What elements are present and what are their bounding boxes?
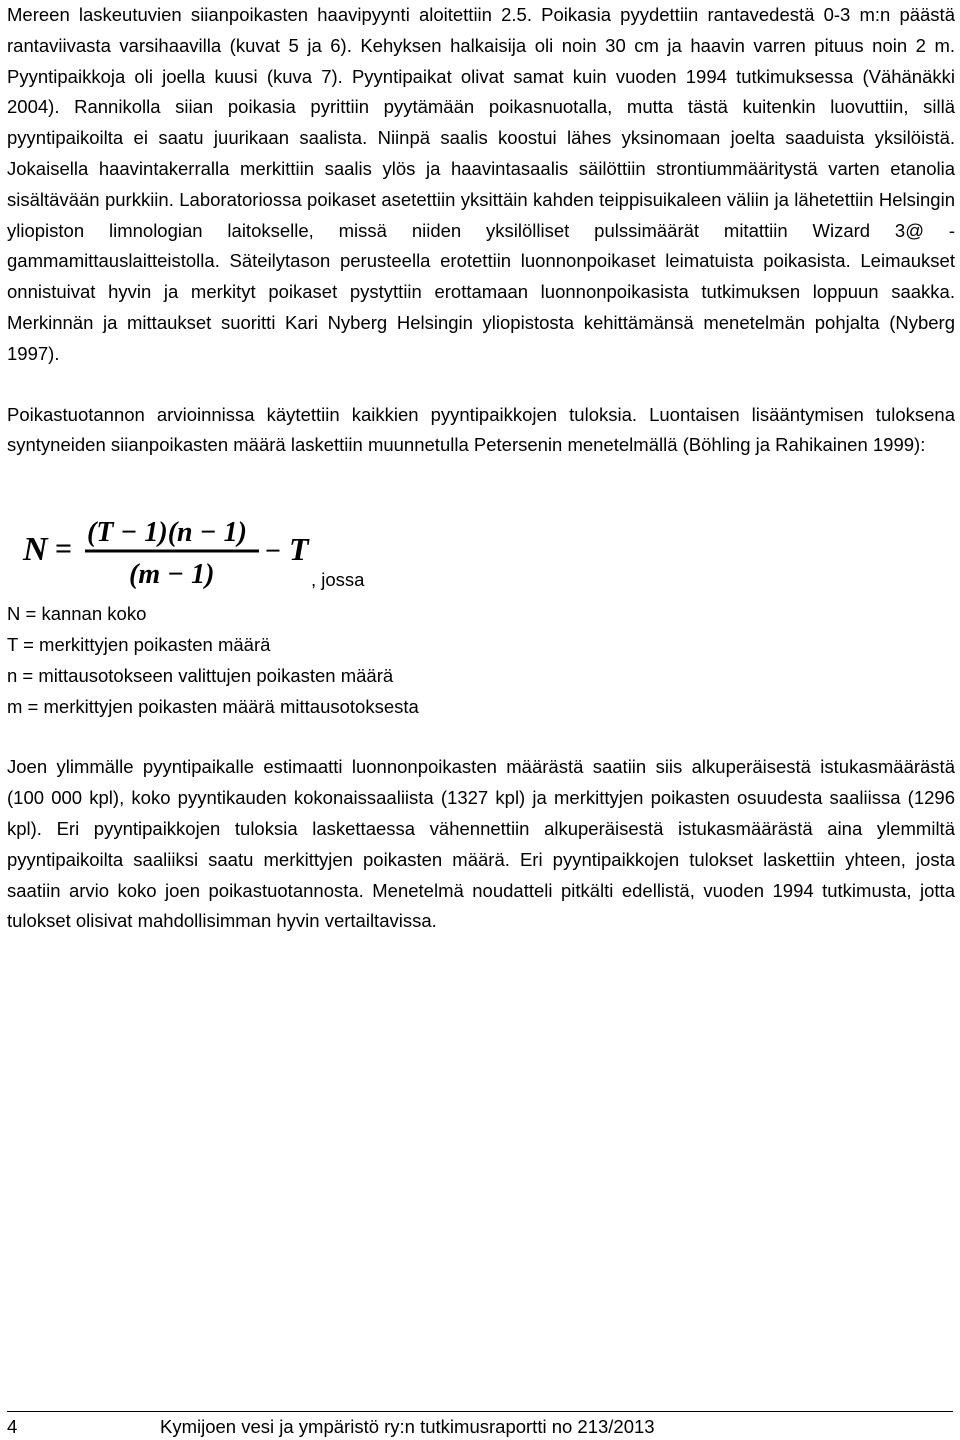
formula-lhs: N [23, 531, 48, 569]
formula-minus: − [265, 536, 281, 568]
formula-tail: T [289, 531, 309, 568]
paragraph-estimaatti: Joen ylimmälle pyyntipaikalle estimaatti luonnonpoikasten määrästä saatiin siis alkuperäisestä istukasmäärästä (100 000 kpl), koko pyyntikauden kokonaissaaliista (1327 kpl) ja merkittyjen poikasten osuudesta saaliissa (1296 kpl). Eri pyyntipaikkojen tuloksia laskettaessa vähennettiin alkuperäisestä istukasmäärästä aina ylemmiltä pyyntipaikoilta saaliiksi saatu merkittyjen poikasten määrä. Eri pyyntipaikkojen tulokset laskettiin yhteen, josta saatiin arvio koko joen poikastuotannosta. Menetelmä noudatteli pitkälti edellistä, vuoden 1994 tutkimusta, jotta tulokset olisivat mahdollisimman hyvin vertailtavissa. [7, 756, 955, 932]
formula-numerator: (T − 1)(n − 1) [87, 517, 247, 549]
footer-report-title: Kymijoen vesi ja ympäristö ry:n tutkimusraportti no 213/2013 [160, 1416, 655, 1437]
formula-denominator: (m − 1) [129, 559, 215, 591]
definition-m: m = merkittyjen poikasten määrä mittausotoksesta [7, 695, 419, 717]
paragraph-poikastuotanto: Poikastuotannon arvioinnissa käytettiin kaikkien pyyntipaikkojen tuloksia. Luontaisen lisääntymisen tuloksena syntyneiden siianpoikasten määrä laskettiin muunnetulla Petersenin menetelmällä (Böhling ja Rahikainen 1999): [7, 403, 955, 456]
paragraph-haavipyynti: Mereen laskeutuvien siianpoikasten haavipyynti aloitettiin 2.5. Poikasia pyydettiin rantavedestä 0-3 m:n päästä rantaviivasta varsihaavilla (kuvat 5 ja 6). Kehyksen halkaisija oli noin 30 cm ja haavin varren pituus noin 2 m. Pyyntipaikkoja oli joella kuusi (kuva 7). Pyyntipaikat olivat samat kuin vuoden 1994 tutkimuksessa (Vähänäkki 2004). Rannikolla siian poikasia pyrittiin pyytämään poikasnuotalla, mutta tästä kuitenkin luovuttiin, sillä pyyntipaikoilta ei saatu juurikaan saalista. Niinpä saalis koostui lähes yksinomaan joelta saaduista yksilöistä. Jokaisella haavintakerralla merkittiin saalis ylös ja haavintasaalis säilöttiin strontiummääritystä varten etanolia sisältävään purkkiin. Laboratoriossa poikaset asetettiin yksittäin kahden teippisuikaleen väliin ja lähetettiin Helsingin yliopiston limnologian laitokselle, missä niiden yksilölliset pulssimäärät mitattiin Wizard 3@ -gammamittauslaitteistolla. Säteilytason perusteella erotettiin luonnonpoikaset leimatuista poikasista. Leimaukset onnistuivat hyvin ja merkityt poikaset pystyttiin erottamaan luonnonpoikasista tutkimuksen loppuun saakka. Merkinnän ja mittaukset suoritti Kari Nyberg Helsingin yliopistosta kehittämänsä menetelmän pohjalta (Nyberg 1997). [7, 4, 955, 364]
formula-equals: = [55, 532, 73, 566]
definition-n: n = mittausotokseen valittujen poikasten määrä [7, 664, 394, 686]
formula-suffix: , jossa [311, 569, 365, 591]
footer-divider [7, 1411, 953, 1412]
formula-image [17, 513, 317, 595]
document-body [7, 0, 955, 937]
definition-n-capital: N = kannan koko [7, 603, 147, 625]
formula-definitions [7, 599, 955, 722]
definition-t: T = merkittyjen poikasten määrä [7, 633, 271, 655]
petersen-formula [7, 513, 955, 595]
footer-page-number: 4 [7, 1416, 18, 1437]
